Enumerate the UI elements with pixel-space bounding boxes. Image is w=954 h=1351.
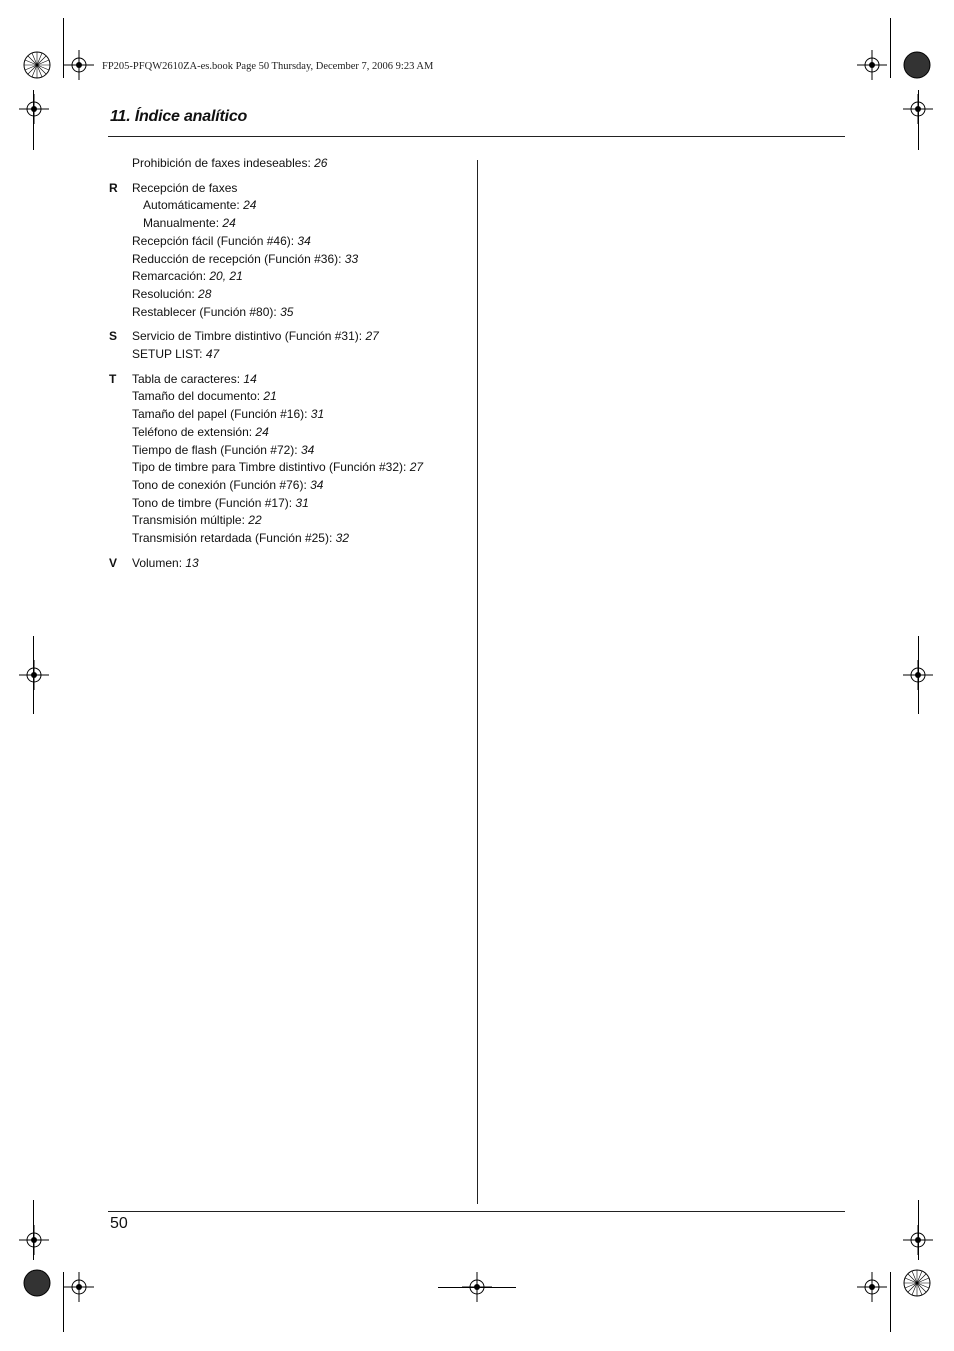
index-entry-term: Tamaño del papel (Función #16): bbox=[132, 407, 311, 422]
index-entry-term: Tabla de caracteres: bbox=[132, 371, 244, 386]
crosshair-icon bbox=[462, 1272, 492, 1302]
index-column bbox=[108, 155, 468, 579]
index-entry-term: Tiempo de flash (Función #72): bbox=[132, 442, 301, 457]
index-entry-pages: 27 bbox=[365, 329, 379, 344]
index-entry-term: Volumen: bbox=[132, 555, 186, 570]
index-entry-pages: 33 bbox=[344, 251, 359, 266]
crosshair-icon bbox=[857, 1272, 887, 1302]
index-entry-pages: 31 bbox=[310, 407, 325, 422]
index-entry-pages: 22 bbox=[248, 513, 262, 528]
index-subentry bbox=[132, 197, 468, 215]
index-entry bbox=[132, 477, 468, 495]
index-entry-pages: 13 bbox=[185, 555, 199, 570]
registration-mark-icon bbox=[22, 1268, 52, 1298]
index-entry-term: Recepción de faxes bbox=[132, 180, 238, 195]
index-group-letter: T bbox=[109, 371, 117, 386]
index-entry-pages: 34 bbox=[297, 233, 311, 248]
crop-line bbox=[890, 18, 891, 78]
index-entry-pages: 14 bbox=[243, 371, 257, 386]
crosshair-icon bbox=[19, 660, 49, 690]
index-entry-term: Restablecer (Función #80): bbox=[132, 304, 281, 319]
footer-rule bbox=[108, 1211, 845, 1212]
index-group-letter: S bbox=[109, 329, 118, 344]
index-entry bbox=[132, 530, 468, 548]
index-entry bbox=[132, 286, 468, 304]
index-entry bbox=[132, 555, 468, 573]
index-entry bbox=[132, 180, 468, 198]
index-entry-pages: 20, 21 bbox=[209, 269, 243, 284]
header-rule bbox=[108, 136, 845, 137]
print-slug: FP205-PFQW2610ZA-es.book Page 50 Thursday, December 7, 2006 9:23 AM bbox=[102, 61, 434, 72]
index-entry-term: Resolución: bbox=[132, 286, 199, 301]
index-entry bbox=[132, 155, 468, 173]
index-group bbox=[108, 371, 468, 548]
index-entry bbox=[132, 512, 468, 530]
index-entry bbox=[132, 304, 468, 322]
index-entry-term: Recepción fácil (Función #46): bbox=[132, 233, 298, 248]
crosshair-icon bbox=[64, 50, 94, 80]
index-entry bbox=[132, 268, 468, 286]
index-entry-term: Prohibición de faxes indeseables: bbox=[132, 156, 315, 170]
crosshair-icon bbox=[19, 1225, 49, 1255]
crosshair-icon bbox=[857, 50, 887, 80]
index-entry-term: Reducción de recepción (Función #36): bbox=[132, 251, 345, 266]
index-entry bbox=[132, 328, 468, 346]
index-entry-pages: 24 bbox=[243, 198, 257, 213]
index-entry-pages: 47 bbox=[205, 347, 220, 362]
index-subentry bbox=[132, 215, 468, 233]
index-entry-pages: 28 bbox=[198, 286, 212, 301]
index-entry-pages: 34 bbox=[310, 477, 324, 492]
index-group bbox=[108, 555, 468, 573]
crop-line bbox=[890, 1272, 891, 1332]
index-entry-term: Tono de conexión (Función #76): bbox=[132, 477, 311, 492]
crosshair-icon bbox=[903, 1225, 933, 1255]
index-entry-term: Teléfono de extensión: bbox=[132, 424, 256, 439]
index-entry-pages: 31 bbox=[295, 495, 309, 510]
index-entry bbox=[132, 495, 468, 513]
index-entry bbox=[132, 388, 468, 406]
index-entry-term: Manualmente: bbox=[143, 216, 223, 231]
index-group bbox=[108, 155, 468, 173]
index-entry bbox=[132, 233, 468, 251]
index-entry-term: Remarcación: bbox=[132, 269, 210, 284]
registration-mark-icon bbox=[902, 50, 932, 80]
index-entry-term: Tamaño del documento: bbox=[132, 389, 264, 404]
index-entry bbox=[132, 371, 468, 389]
index-group-letter: R bbox=[109, 180, 118, 195]
index-entry-term: SETUP LIST: bbox=[132, 347, 206, 362]
index-group bbox=[108, 180, 468, 322]
crosshair-icon bbox=[903, 660, 933, 690]
index-group-letter: V bbox=[109, 555, 118, 570]
crosshair-icon bbox=[19, 94, 49, 124]
registration-mark-icon bbox=[902, 1268, 932, 1298]
index-entry bbox=[132, 424, 468, 442]
column-divider bbox=[477, 160, 478, 1204]
index-entry-term: Transmisión múltiple: bbox=[132, 513, 249, 528]
index-entry-term: Tono de timbre (Función #17): bbox=[132, 495, 296, 510]
index-entry bbox=[132, 406, 468, 424]
index-entry bbox=[132, 459, 468, 477]
registration-mark-icon bbox=[22, 50, 52, 80]
index-entry-term: Automáticamente: bbox=[143, 198, 244, 213]
index-entry-term: Transmisión retardada (Función #25): bbox=[132, 531, 336, 546]
page-number: 50 bbox=[110, 1215, 128, 1232]
index-entry-pages: 21 bbox=[263, 389, 277, 404]
index-entry-pages: 24 bbox=[255, 424, 269, 439]
index-entry-pages: 32 bbox=[335, 531, 350, 546]
index-entry-term: Servicio de Timbre distintivo (Función #31): bbox=[132, 329, 366, 344]
index-entry bbox=[132, 251, 468, 269]
index-entry bbox=[132, 346, 468, 364]
index-entry-pages: 35 bbox=[280, 304, 294, 319]
index-entry bbox=[132, 442, 468, 460]
index-entry-pages: 26 bbox=[314, 156, 328, 170]
index-entry-pages: 24 bbox=[222, 216, 236, 231]
index-entry-pages: 34 bbox=[300, 442, 315, 457]
crosshair-icon bbox=[903, 94, 933, 124]
section-title: 11. Índice analítico bbox=[110, 108, 248, 125]
index-entry-term: Tipo de timbre para Timbre distintivo (Función #32): bbox=[132, 460, 410, 475]
index-entry-pages: 27 bbox=[409, 460, 424, 475]
index-group bbox=[108, 328, 468, 363]
crosshair-icon bbox=[64, 1272, 94, 1302]
